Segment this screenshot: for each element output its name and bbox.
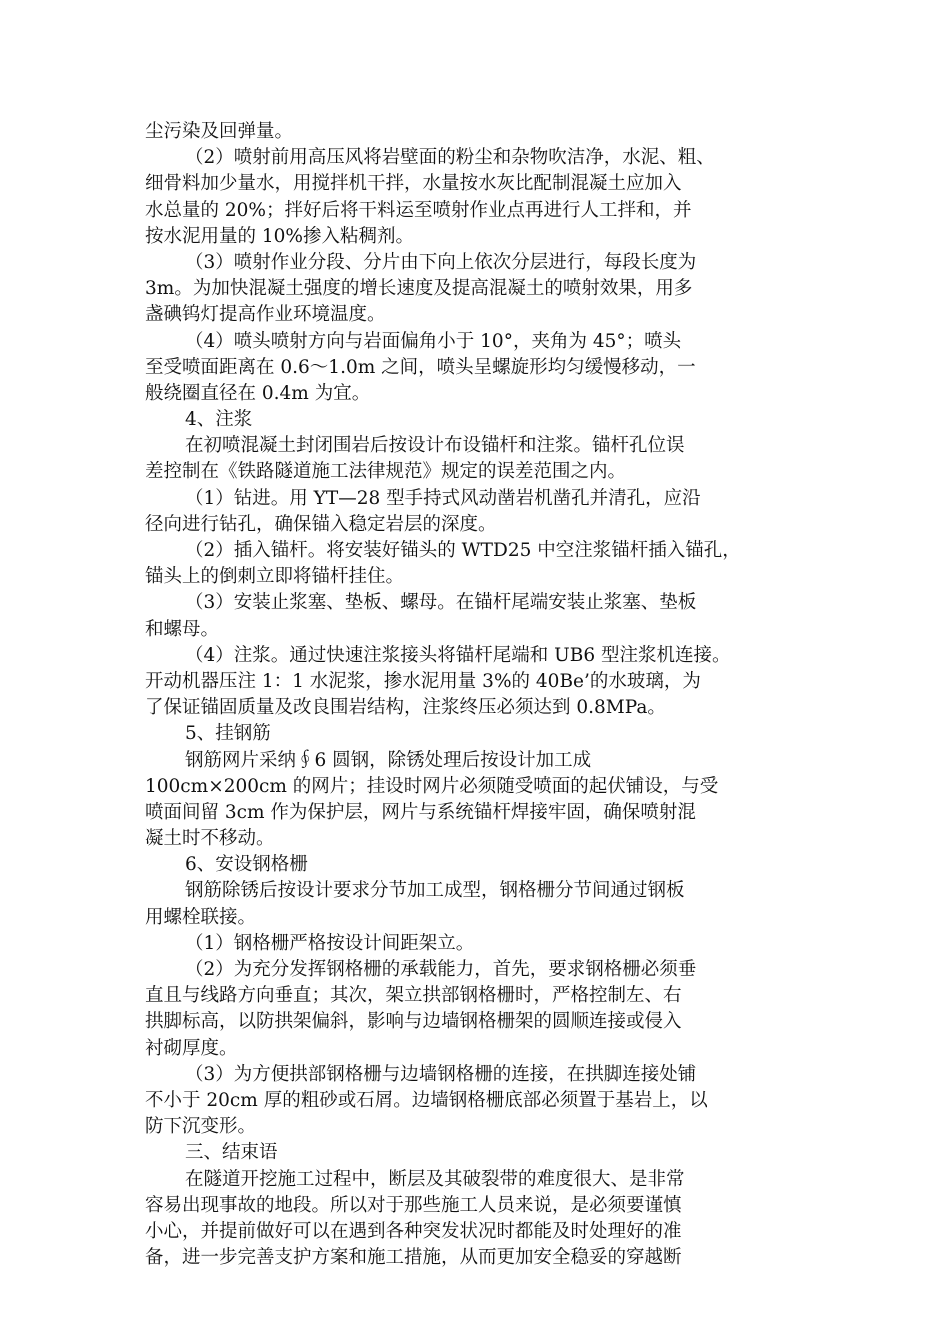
text-line: 容易出现事故的地段。所以对于那些施工人员来说，是必须要谨慎 <box>145 1194 682 1216</box>
text-line: （3）喷射作业分段、分片由下向上依次分层进行，每段长度为 <box>185 251 697 273</box>
text-line: 小心，并提前做好可以在遇到各种突发状况时都能及时处理好的准 <box>145 1220 682 1242</box>
text-line: （2）为充分发挥钢格栅的承载能力，首先，要求钢格栅必须垂 <box>185 959 697 980</box>
text-line: 了保证锚固质量及改良围岩结构，注浆终压必须达到 0.8MPa。 <box>145 697 666 719</box>
text-line: （3）安装止浆塞、垫板、螺母。在锚杆尾端安装止浆塞、垫板 <box>185 592 697 614</box>
text-line: 般绕圈直径在 0.4m 为宜。 <box>145 382 371 404</box>
text-line: 按水泥用量的 10%掺入粘稠剂。 <box>145 225 415 247</box>
text-line: 锚头上的倒刺立即将锚杆挂住。 <box>145 566 405 588</box>
text-line: 三、结束语 <box>185 1142 278 1164</box>
text-line: 钢筋除锈后按设计要求分节加工成型，钢格栅分节间通过钢板 <box>185 880 685 902</box>
text-line: 用螺栓联接。 <box>145 906 257 928</box>
text-line: 差控制在《铁路隧道施工法律规范》规定的误差范围之内。 <box>145 461 627 483</box>
document-body <box>145 119 805 1271</box>
text-line: 衬砌厚度。 <box>145 1037 238 1059</box>
text-line: 不小于 20cm 厚的粗砂或石屑。边墙钢格栅底部必须置于基岩上，以 <box>145 1089 708 1111</box>
text-line: （1）钢格栅严格按设计间距架立。 <box>185 932 475 954</box>
text-line: 备，进一步完善支护方案和施工措施，从而更加安全稳妥的穿越断 <box>145 1247 682 1269</box>
text-line: 3m。为加快混凝土强度的增长速度及提高混凝土的喷射效果，用多 <box>145 278 693 300</box>
text-line: （4）注浆。通过快速注浆接头将锚杆尾端和 UB6 型注浆机连接。 <box>185 644 731 666</box>
text-line: 钢筋网片采纳∮6 圆钢，除锈处理后按设计加工成 <box>185 749 592 771</box>
text-line: 径向进行钻孔，确保锚入稳定岩层的深度。 <box>145 513 497 535</box>
text-line: 凝土时不移动。 <box>145 828 275 850</box>
text-line: 和螺母。 <box>145 618 220 640</box>
text-line: 开动机器压注 1：1 水泥浆，掺水泥用量 3%的 40Be’的水玻璃，为 <box>145 670 701 692</box>
text-line: 拱脚标高，以防拱架偏斜，影响与边墙钢格栅架的圆顺连接或侵入 <box>145 1011 682 1033</box>
text-line: 防下沉变形。 <box>145 1116 257 1138</box>
text-line: 6、安设钢格栅 <box>185 854 308 876</box>
text-line: 尘污染及回弹量。 <box>145 121 294 142</box>
text-line: 5、挂钢筋 <box>185 723 271 745</box>
text-line: （2）插入锚杆。将安装好锚头的 WTD25 中空注浆锚杆插入锚孔， <box>185 540 741 561</box>
text-line: （2）喷射前用高压风将岩壁面的粉尘和杂物吹洁净，水泥、粗、 <box>185 147 715 169</box>
text-line: 水总量的 20%；拌好后将干料运至喷射作业点再进行人工拌和，并 <box>145 199 692 221</box>
text-line: 在初喷混凝土封闭围岩后按设计布设锚杆和注浆。锚杆孔位误 <box>185 435 685 457</box>
text-line: 至受喷面距离在 0.6～1.0m 之间，喷头呈螺旋形均匀缓慢移动，一 <box>145 356 696 378</box>
text-line: （1）钻进。用 YT—28 型手持式风动凿岩机凿孔并清孔，应沿 <box>185 487 701 509</box>
text-line: （4）喷头喷射方向与岩面偏角小于 10°，夹角为 45°；喷头 <box>185 330 682 352</box>
text-line: 在隧道开挖施工过程中，断层及其破裂带的难度很大、是非常 <box>185 1168 685 1190</box>
text-line: 直且与线路方向垂直；其次，架立拱部钢格栅时，严格控制左、右 <box>145 985 682 1007</box>
text-line: 细骨料加少量水，用搅拌机干拌，水量按水灰比配制混凝土应加入 <box>145 173 682 195</box>
text-line: 100cm×200cm 的网片；挂设时网片必须随受喷面的起伏铺设，与受 <box>145 775 719 797</box>
text-line: 4、注浆 <box>185 409 253 431</box>
text-line: 盏碘钨灯提高作业环境温度。 <box>145 304 386 326</box>
text-line: （3）为方便拱部钢格栅与边墙钢格栅的连接，在拱脚连接处铺 <box>185 1063 697 1085</box>
text-line: 喷面间留 3cm 作为保护层，网片与系统锚杆焊接牢固，确保喷射混 <box>145 801 696 823</box>
